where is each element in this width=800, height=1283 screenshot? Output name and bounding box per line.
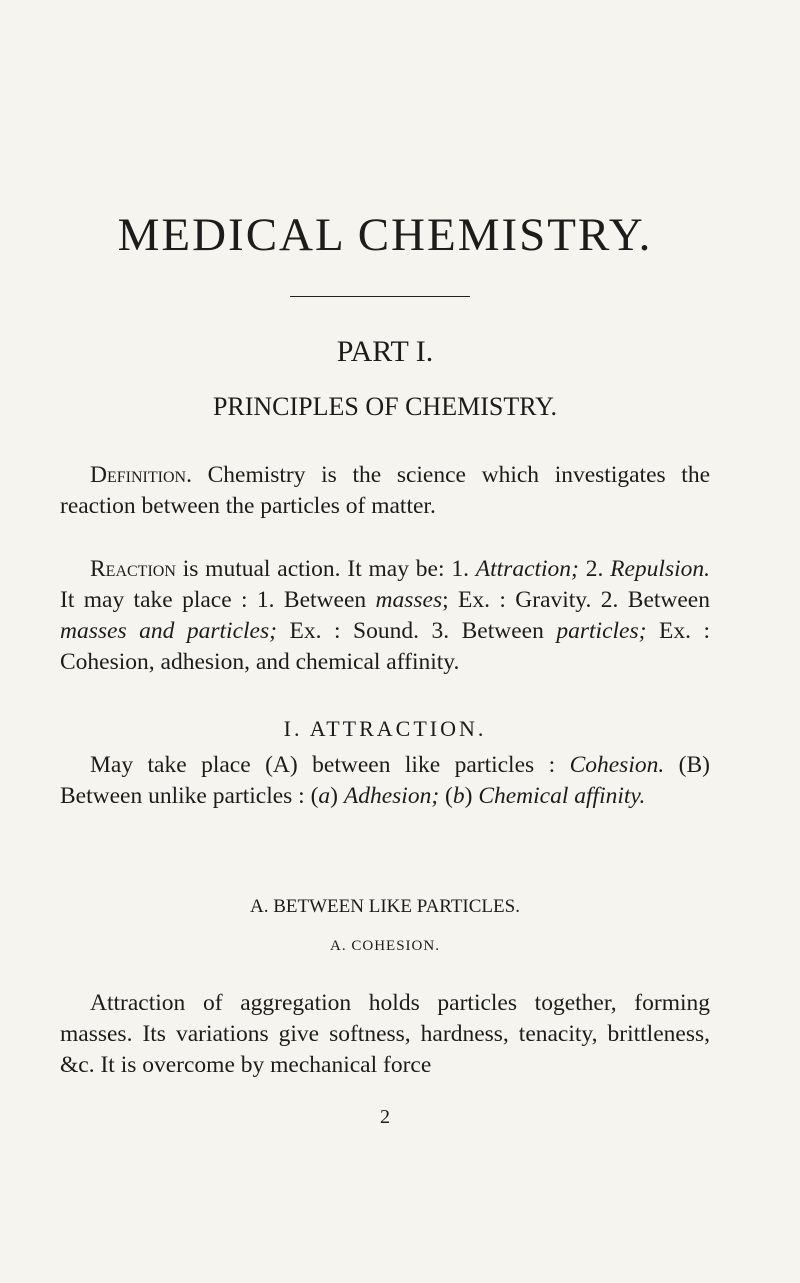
definition-paragraph [60, 460, 710, 522]
reaction-italic: Repulsion. [610, 556, 711, 582]
reaction-text: 2. [578, 556, 611, 582]
attraction-heading: I. ATTRACTION. [283, 716, 487, 741]
reaction-italic: masses [375, 587, 443, 613]
attraction-text: ) [464, 783, 479, 809]
reaction-italic: Attraction; [475, 556, 579, 582]
attraction-italic: Chemical affinity. [478, 783, 646, 809]
reaction-italic: masses and particles; [60, 618, 277, 644]
part-heading: PART I. [336, 335, 434, 368]
like-particles-heading: A. BETWEEN LIKE PARTICLES. [250, 896, 520, 917]
title-divider [290, 296, 470, 297]
cohesion-paragraph: Attraction of aggregation holds particles together, forming masses. Its variations give softness, hardness, tenacity, brittleness, &c. It is overcome by mechanical force [60, 990, 710, 1078]
reaction-term: Reaction [90, 556, 176, 582]
reaction-text: is mutual action. It may be: 1. [175, 556, 476, 582]
reaction-text: It may take place : 1. Between [60, 587, 376, 613]
attraction-text: ( [439, 783, 453, 809]
attraction-text: ) [330, 783, 344, 809]
page-title: MEDICAL CHEMISTRY. [117, 209, 653, 261]
reaction-text: Ex. : Cohesion, adhesion, and chemical affinity. [60, 618, 711, 675]
cohesion-heading: A. COHESION. [330, 938, 440, 954]
page-number: 2 [380, 1106, 390, 1128]
attraction-italic: a [318, 783, 331, 809]
reaction-text: ; Ex. : Gravity. 2. Between [442, 587, 710, 613]
attraction-italic: b [452, 783, 465, 809]
attraction-text: (B) Between unlike particles : ( [60, 752, 710, 809]
attraction-text: May take place (A) between like particles : [90, 752, 570, 778]
section-heading: PRINCIPLES OF CHEMISTRY. [212, 392, 558, 421]
attraction-italic: Cohesion. [569, 752, 665, 778]
reaction-italic: particles; [556, 618, 647, 644]
definition-text: Chemistry is the science which investigates the reaction between the particles of matter. [60, 462, 710, 519]
reaction-paragraph [60, 554, 710, 678]
reaction-text: Ex. : Sound. 3. Between [276, 618, 557, 644]
attraction-italic: Adhesion; [343, 783, 440, 809]
definition-term: Definition. [90, 462, 192, 488]
attraction-paragraph [60, 750, 710, 812]
